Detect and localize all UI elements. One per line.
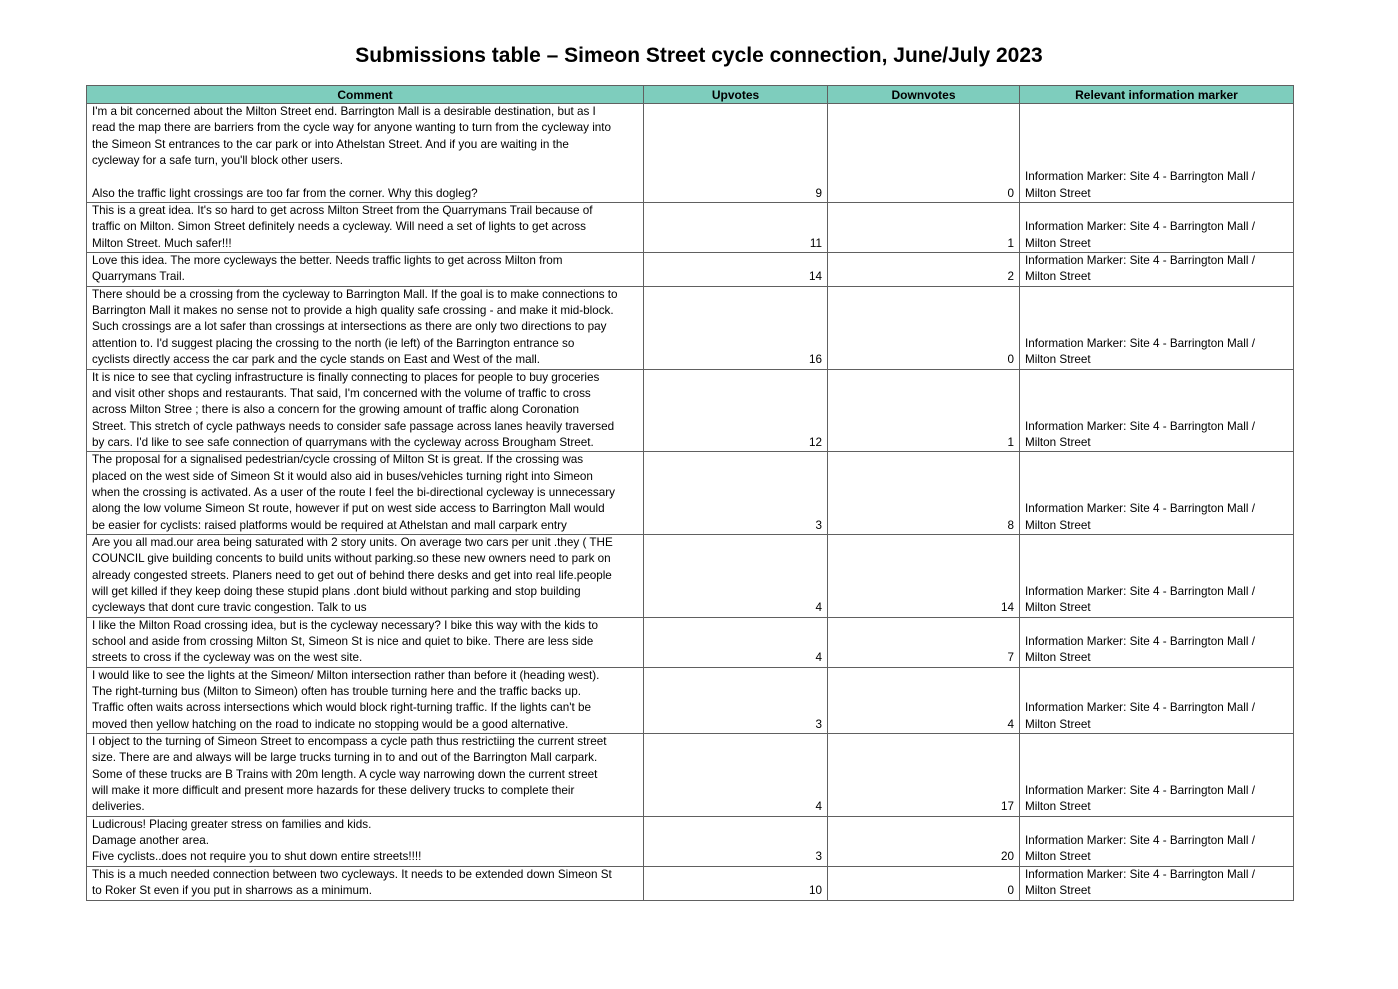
comment-cell: This is a great idea. It's so hard to get across Milton Street from the Quarrymans Trail because of traffic on Milton. Simon Street definitely needs a cycleway. Will need a set of lights to get across Milton Street. Much safer!!! xyxy=(87,203,644,253)
header-upvotes: Upvotes xyxy=(644,86,828,104)
table-row xyxy=(87,203,1294,253)
upvotes-cell: 4 xyxy=(644,534,828,617)
upvotes-cell: 9 xyxy=(644,104,828,203)
upvotes-cell: 10 xyxy=(644,866,828,900)
upvotes-cell: 16 xyxy=(644,286,828,369)
table-row xyxy=(87,734,1294,817)
table-row xyxy=(87,667,1294,733)
table-row xyxy=(87,104,1294,203)
comment-cell: It is nice to see that cycling infrastructure is finally connecting to places for people to buy groceries and visit other shops and restaurants. That said, I'm concerned with the volume of traffic to cross across Milton Stree ; there is also a concern for the growing amount of traffic along Coronation Street. This stretch of cycle pathways needs to consider safe passage across lanes heavily traversed by cars. I'd like to see safe connection of quarrymans with the cycleway across Brougham Street. xyxy=(87,369,644,452)
marker-cell: Information Marker: Site 4 - Barrington Mall / Milton Street xyxy=(1020,534,1294,617)
submissions-table xyxy=(86,85,1294,901)
downvotes-cell: 17 xyxy=(828,734,1020,817)
marker-cell: Information Marker: Site 4 - Barrington Mall / Milton Street xyxy=(1020,617,1294,667)
upvotes-cell: 4 xyxy=(644,734,828,817)
downvotes-cell: 0 xyxy=(828,286,1020,369)
downvotes-cell: 8 xyxy=(828,452,1020,535)
table-row xyxy=(87,286,1294,369)
downvotes-cell: 14 xyxy=(828,534,1020,617)
upvotes-cell: 11 xyxy=(644,203,828,253)
marker-cell: Information Marker: Site 4 - Barrington Mall / Milton Street xyxy=(1020,104,1294,203)
upvotes-cell: 12 xyxy=(644,369,828,452)
comment-cell: I would like to see the lights at the Simeon/ Milton intersection rather than before it (heading west). The right-turning bus (Milton to Simeon) often has trouble turning here and the traffic backs up. Traffic often waits across intersections which would block right-turning traffic. If the lights can't be moved then yellow hatching on the road to indicate no stopping would be a good alternative. xyxy=(87,667,644,733)
comment-cell: I object to the turning of Simeon Street to encompass a cycle path thus restrictiing the current street size. There are and always will be large trucks turning in to and out of the Barrington Mall carpark. Some of these trucks are B Trains with 20m length. A cycle way narrowing down the current street will make it more difficult and present more hazards for these delivery trucks to complete their deliveries. xyxy=(87,734,644,817)
header-comment: Comment xyxy=(87,86,644,104)
comment-cell: I like the Milton Road crossing idea, but is the cycleway necessary? I bike this way with the kids to school and aside from crossing Milton St, Simeon St is nice and quiet to bike. There are less side streets to cross if the cycleway was on the west site. xyxy=(87,617,644,667)
table-body xyxy=(87,104,1294,901)
upvotes-cell: 4 xyxy=(644,617,828,667)
table-row xyxy=(87,617,1294,667)
upvotes-cell: 3 xyxy=(644,667,828,733)
marker-cell: Information Marker: Site 4 - Barrington Mall / Milton Street xyxy=(1020,816,1294,866)
comment-cell: Are you all mad.our area being saturated with 2 story units. On average two cars per unit .they ( THE COUNCIL give building concents to build units without parking.so these new owners need to park on already congested streets. Planers need to get out of behind there desks and get into real life.people will get killed if they keep doing these stupid plans .dont biuld without parking and stop building cycleways that dont cure travic congestion. Talk to us xyxy=(87,534,644,617)
comment-cell: Love this idea. The more cycleways the better. Needs traffic lights to get across Milton from Quarrymans Trail. xyxy=(87,253,644,287)
downvotes-cell: 1 xyxy=(828,369,1020,452)
marker-cell: Information Marker: Site 4 - Barrington Mall / Milton Street xyxy=(1020,866,1294,900)
table-row xyxy=(87,452,1294,535)
comment-cell: Ludicrous! Placing greater stress on families and kids. Damage another area. Five cyclists..does not require you to shut down entire streets!!!! xyxy=(87,816,644,866)
marker-cell: Information Marker: Site 4 - Barrington Mall / Milton Street xyxy=(1020,369,1294,452)
marker-cell: Information Marker: Site 4 - Barrington Mall / Milton Street xyxy=(1020,667,1294,733)
downvotes-cell: 1 xyxy=(828,203,1020,253)
table-row xyxy=(87,534,1294,617)
marker-cell: Information Marker: Site 4 - Barrington Mall / Milton Street xyxy=(1020,452,1294,535)
marker-cell: Information Marker: Site 4 - Barrington Mall / Milton Street xyxy=(1020,253,1294,287)
comment-cell: I'm a bit concerned about the Milton Street end. Barrington Mall is a desirable destination, but as I read the map there are barriers from the cycle way for anyone wanting to turn from the cycleway into the Simeon St entrances to the car park or into Athelstan Street. And if you are waiting in the cycleway for a safe turn, you'll block other users. Also the traffic light crossings are too far from the corner. Why this dogleg? xyxy=(87,104,644,203)
upvotes-cell: 14 xyxy=(644,253,828,287)
marker-cell: Information Marker: Site 4 - Barrington Mall / Milton Street xyxy=(1020,734,1294,817)
upvotes-cell: 3 xyxy=(644,816,828,866)
downvotes-cell: 4 xyxy=(828,667,1020,733)
table-row xyxy=(87,369,1294,452)
table-row xyxy=(87,866,1294,900)
downvotes-cell: 20 xyxy=(828,816,1020,866)
table-row xyxy=(87,816,1294,866)
marker-cell: Information Marker: Site 4 - Barrington Mall / Milton Street xyxy=(1020,203,1294,253)
downvotes-cell: 7 xyxy=(828,617,1020,667)
downvotes-cell: 0 xyxy=(828,104,1020,203)
downvotes-cell: 2 xyxy=(828,253,1020,287)
comment-cell: The proposal for a signalised pedestrian/cycle crossing of Milton St is great. If the crossing was placed on the west side of Simeon St it would also aid in buses/vehicles turning right into Simeon when the crossing is activated. As a user of the route I feel the bi-directional cycleway is unnecessary along the low volume Simeon St route, however if put on west side access to Barrington Mall would be easier for cyclists: raised platforms would be required at Athelstan and mall carpark entry xyxy=(87,452,644,535)
table-row xyxy=(87,253,1294,287)
header-row xyxy=(87,86,1294,104)
marker-cell: Information Marker: Site 4 - Barrington Mall / Milton Street xyxy=(1020,286,1294,369)
upvotes-cell: 3 xyxy=(644,452,828,535)
header-downvotes: Downvotes xyxy=(828,86,1020,104)
header-marker: Relevant information marker xyxy=(1020,86,1294,104)
comment-cell: There should be a crossing from the cycleway to Barrington Mall. If the goal is to make connections to Barrington Mall it makes no sense not to provide a high quality safe crossing - and make it mid-block. Such crossings are a lot safer than crossings at intersections as there are only two directions to pay attention to. I'd suggest placing the crossing to the north (ie left) of the Barrington entrance so cyclists directly access the car park and the cycle stands on East and West of the mall. xyxy=(87,286,644,369)
page-title: Submissions table – Simeon Street cycle connection, June/July 2023 xyxy=(355,44,1043,67)
comment-cell: This is a much needed connection between two cycleways. It needs to be extended down Simeon St to Roker St even if you put in sharrows as a minimum. xyxy=(87,866,644,900)
downvotes-cell: 0 xyxy=(828,866,1020,900)
